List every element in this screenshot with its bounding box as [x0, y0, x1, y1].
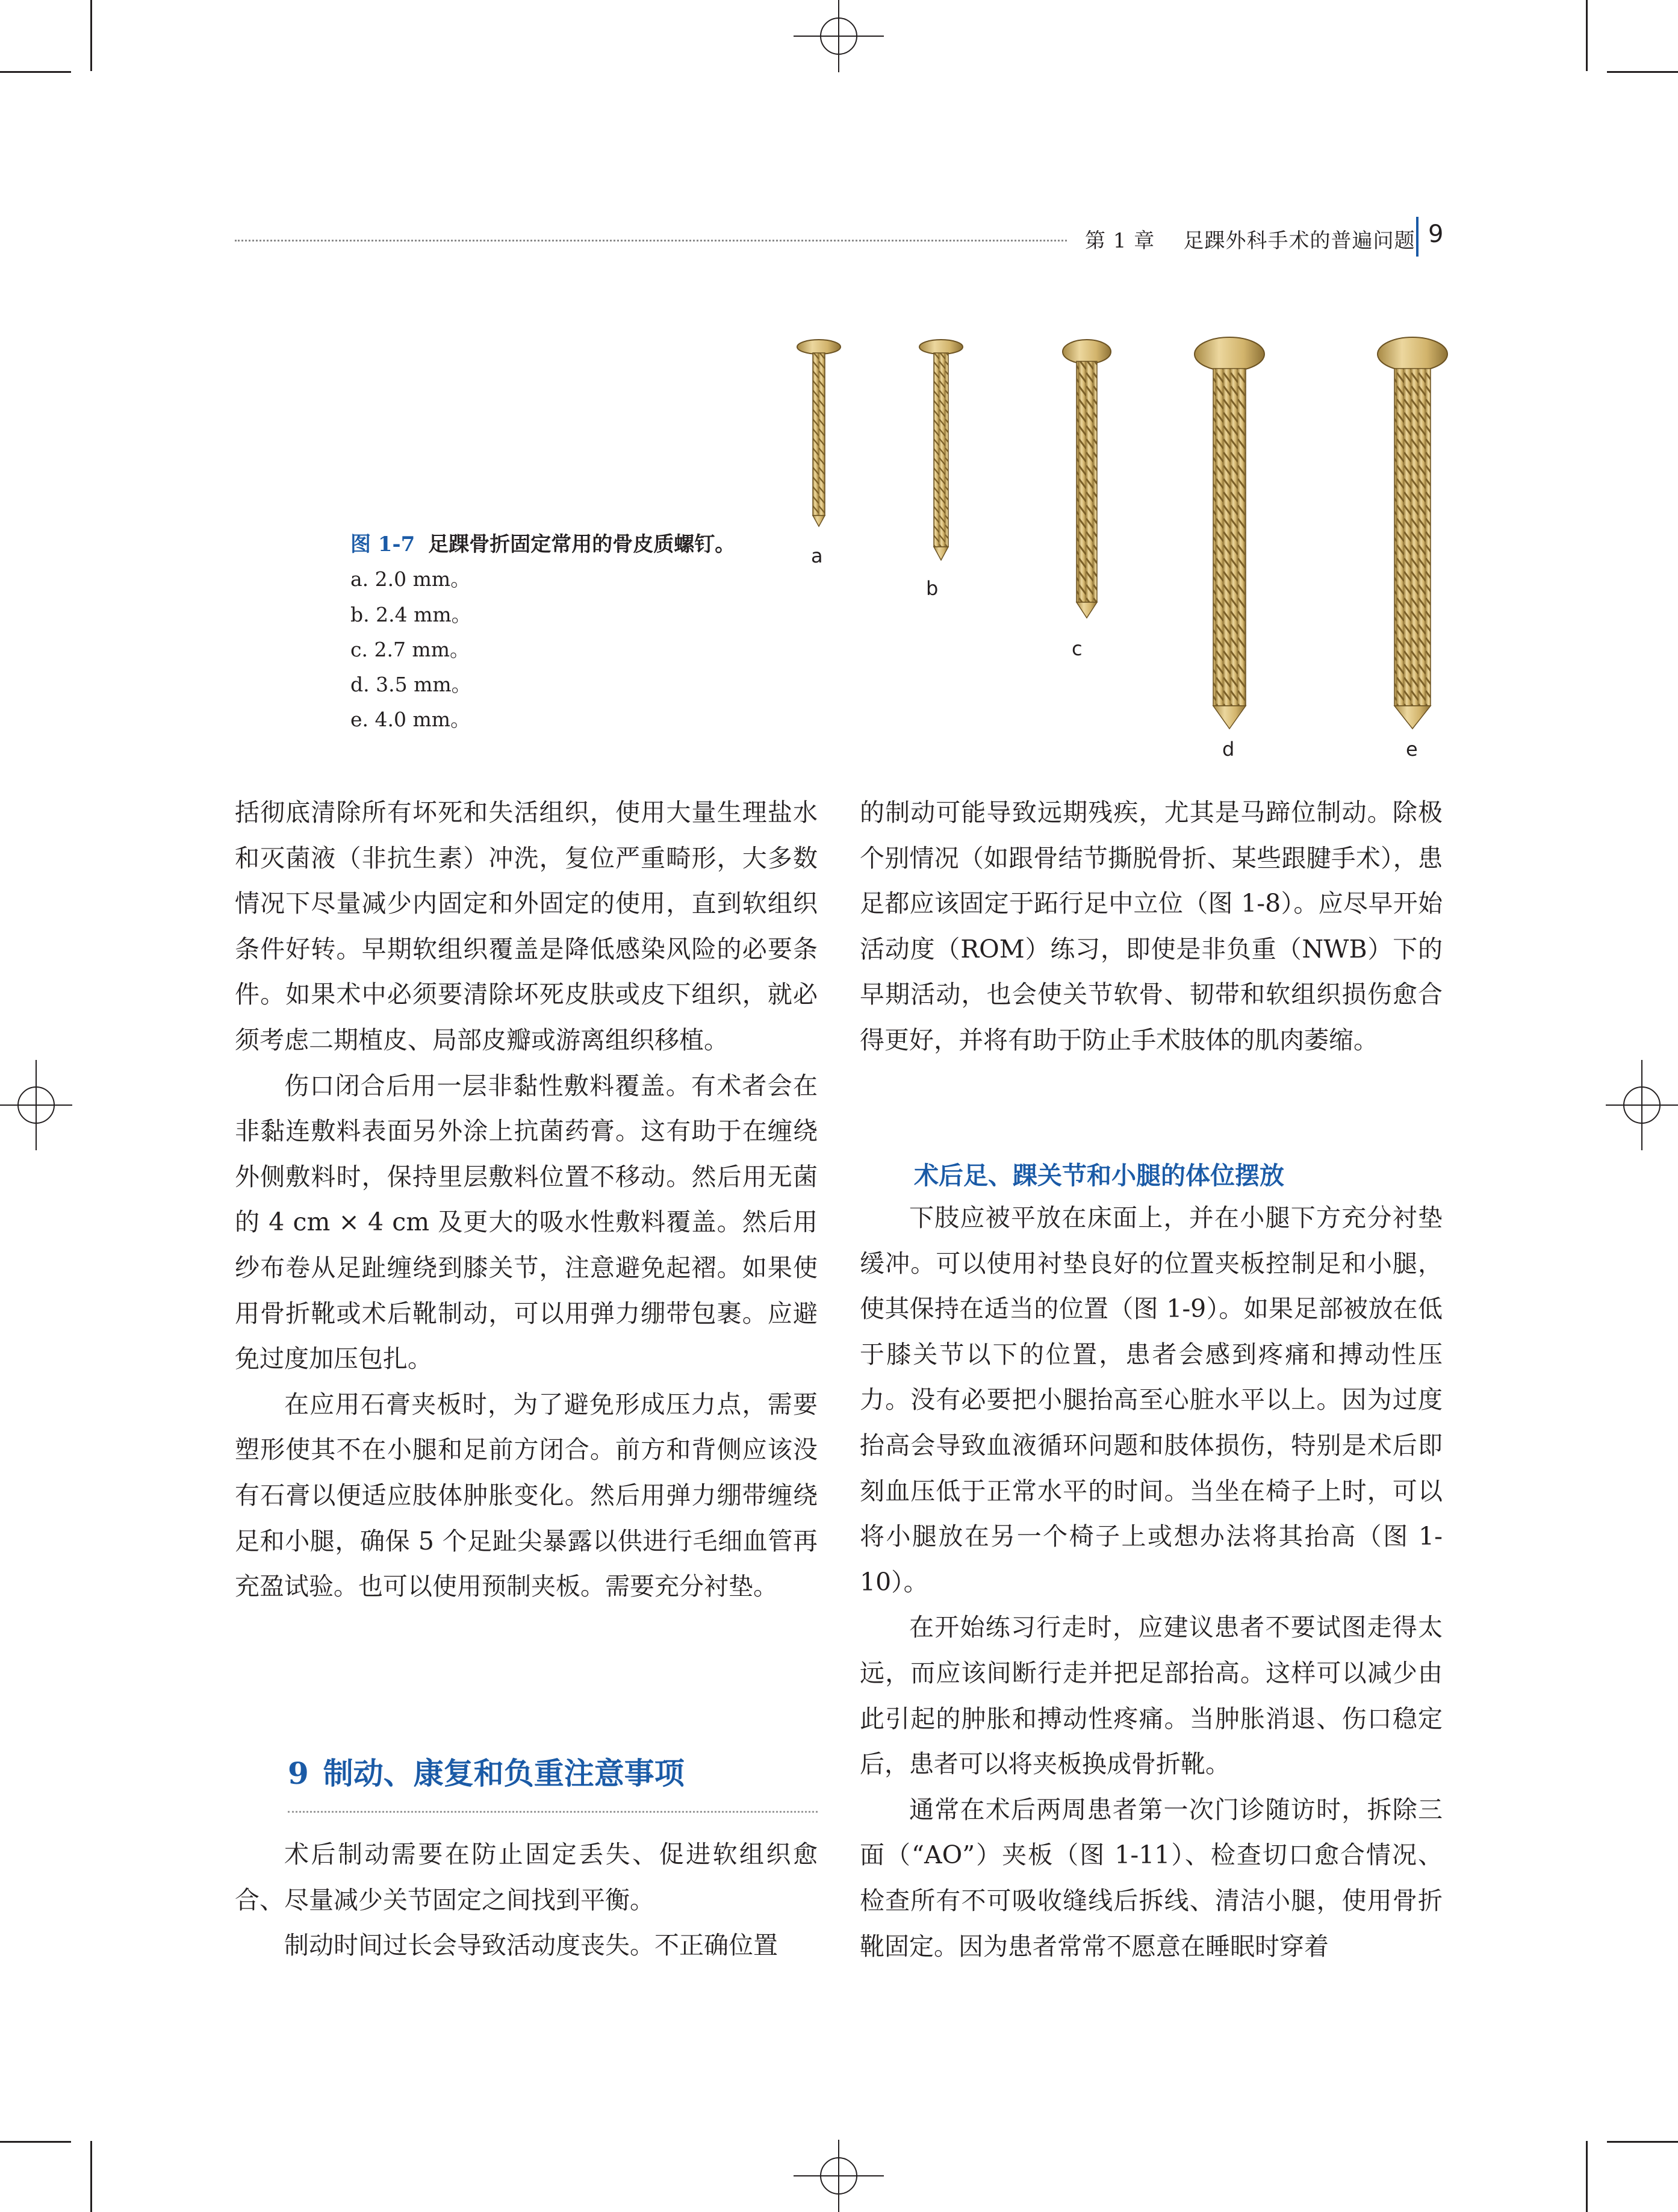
- screw-label-a: a: [811, 544, 823, 567]
- figure-caption-text: 足踝骨折固定常用的骨皮质螺钉。: [428, 532, 736, 556]
- figure-item: a. 2.0 mm。: [350, 567, 471, 591]
- figure-caption: [350, 528, 735, 557]
- screw-label-e: e: [1406, 738, 1418, 761]
- registration-mark-bottom: [794, 2140, 884, 2212]
- figure-item: c. 2.7 mm。: [350, 638, 470, 661]
- section-rule: [288, 1811, 818, 1813]
- screw-label-d: d: [1222, 738, 1235, 761]
- running-header: [1085, 224, 1415, 254]
- chapter-title: 足踝外科手术的普遍问题: [1183, 229, 1415, 253]
- screw-label-b: b: [926, 577, 939, 600]
- page-number: 9: [1428, 220, 1444, 248]
- paragraph: 在开始练习行走时，应建议患者不要试图走得太远，而应该间断行走并把足部抬高。这样可以减少由此引起的肿胀和搏动性疼痛。当肿胀消退、伤口稳定后，患者可以将夹板换成骨折靴。: [860, 1613, 1443, 1779]
- screw-d: [1195, 337, 1264, 729]
- registration-mark-right: [1606, 1060, 1678, 1150]
- figure-label: 图 1-7: [350, 532, 415, 556]
- section-number: 9: [288, 1756, 309, 1791]
- section-title: 制动、康复和负重注意事项: [323, 1756, 685, 1791]
- paragraph: 在应用石膏夹板时，为了避免形成压力点，需要塑形使其不在小腿和足前方闭合。前方和背侧应该没有石膏以便适应肢体肿胀变化。然后用弹力绷带缠绕足和小腿，确保 5 个足趾尖暴露以供进行毛细血管再充盈试验。也可以使用预制夹板。需要充分衬垫。: [235, 1389, 818, 1601]
- left-column-lower: [235, 1832, 818, 1969]
- paragraph: 下肢应被平放在床面上，并在小腿下方充分衬垫缓冲。可以使用衬垫良好的位置夹板控制足和小腿，使其保持在适当的位置（图 1-9）。如果足部被放在低于膝关节以下的位置，患者会感到疼痛和搏动性压力。没有必要把小腿抬高至心脏水平以上。因为过度抬高会导致血液循环问题和肢体损伤，特别是术后即刻血压低于正常水平的时间。当坐在椅子上时，可以将小腿放在另一个椅子上或想办法将其抬高（图 1-10）。: [860, 1203, 1443, 1597]
- screw-e: [1378, 337, 1447, 729]
- subsection-heading: 术后足、踝关节和小腿的体位摆放: [914, 1161, 1284, 1190]
- paragraph: 制动时间过长会导致活动度丧失。不正确位置: [284, 1931, 778, 1960]
- paragraph: 的制动可能导致远期残疾，尤其是马蹄位制动。除极个别情况（如跟骨结节撕脱骨折、某些跟腱手术），患足都应该固定于跖行足中立位（图 1-8）。应尽早开始活动度（ROM）练习，即使是非负重（NWB）下的早期活动，也会使关节软骨、韧带和软组织损伤愈合得更好，并将有助于防止手术肢体的肌肉萎缩。: [860, 798, 1443, 1055]
- section-heading: [288, 1749, 685, 1793]
- screw-c: [1063, 340, 1111, 618]
- screw-b: [919, 340, 963, 560]
- paragraph: 术后制动需要在防止固定丢失、促进软组织愈合、尽量减少关节固定之间找到平衡。: [235, 1840, 818, 1914]
- paragraph: 括彻底清除所有坏死和失活组织，使用大量生理盐水和灭菌液（非抗生素）冲洗，复位严重畸形，大多数情况下尽量减少内固定和外固定的使用，直到软组织条件好转。早期软组织覆盖是降低感染风险的必要条件。如果术中必须要清除坏死皮肤或皮下组织，就必须考虑二期植皮、局部皮瓣或游离组织移植。: [235, 798, 818, 1055]
- header-separator: [1416, 217, 1419, 257]
- figure-item: d. 3.5 mm。: [350, 673, 471, 696]
- screw-a: [797, 340, 841, 526]
- registration-mark-left: [0, 1060, 72, 1150]
- left-column-upper: [235, 790, 818, 1610]
- screw-label-c: c: [1072, 637, 1083, 660]
- figure-item: e. 4.0 mm。: [350, 708, 471, 731]
- paragraph: 通常在术后两周患者第一次门诊随访时，拆除三面（“AO”）夹板（图 1-11）、检查切口愈合情况、检查所有不可吸收缝线后拆线、清洁小腿，使用骨折靴固定。因为患者常常不愿意在睡眠时穿着: [860, 1795, 1443, 1961]
- screw-illustrations: [783, 331, 1475, 765]
- registration-mark-top: [794, 0, 884, 72]
- right-column-upper: [860, 790, 1443, 1064]
- figure-item: b. 2.4 mm。: [350, 603, 471, 626]
- paragraph: 伤口闭合后用一层非黏性敷料覆盖。有术者会在非黏连敷料表面另外涂上抗菌药膏。这有助于在缠绕外侧敷料时，保持里层敷料位置不移动。然后用无菌的 4 cm × 4 cm 及更大的吸水性敷料覆盖。然后用纱布卷从足趾缠绕到膝关节，注意避免起褶。如果使用骨折靴或术后靴制动，可以用弹力绷带包裹。应避免过度加压包扎。: [235, 1071, 818, 1374]
- chapter-label: 第 1 章: [1085, 229, 1155, 253]
- header-rule: [235, 240, 1067, 241]
- right-column-lower: [860, 1195, 1443, 1969]
